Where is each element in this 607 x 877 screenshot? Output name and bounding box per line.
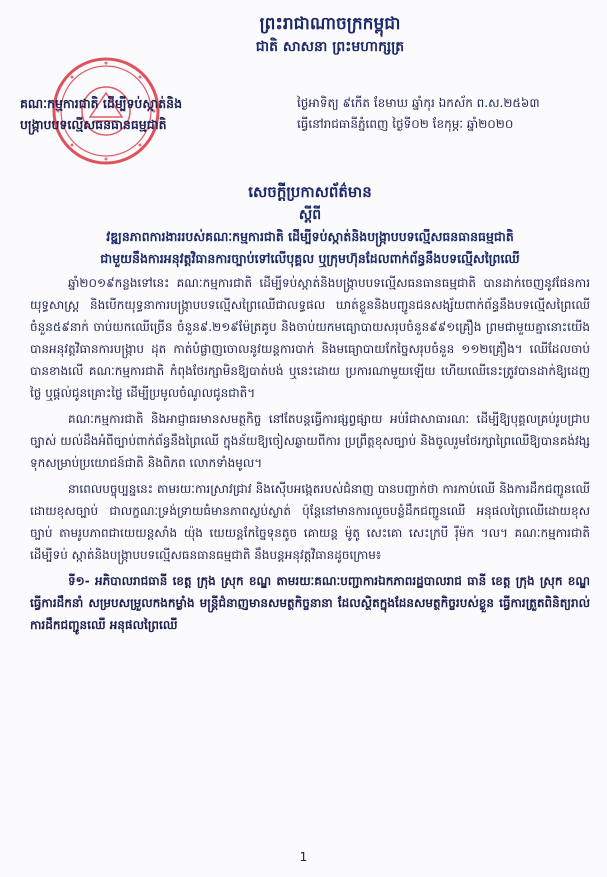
kingdom-title: ព្រះរាជាណាចក្រកម្ពុជា — [259, 14, 401, 34]
solar-date: ធ្វើនៅរាជធានីភ្នំពេញ ថ្ងៃទី០២ ខែកុម្ភៈ ឆ្នាំ២០២០ — [297, 117, 514, 131]
document-heading — [30, 180, 590, 270]
page-number: 1 — [299, 850, 308, 864]
paragraph-3: នាពេលបច្ចុប្បន្ននេះ តាមរយៈការស្រាវជ្រាវ និងស៊ើបអង្កេតរបស់ជំនាញ បានបញ្ជាក់ថា ការកាប់ឈើ និងការដឹកជញ្ជូនឈើដោយខុសច្បាប់ ជាលក្ខណៈទ្រង់ទ្រាយធំមានភាពស្ងប់ស្ងាត់ ប៉ុន្តែនៅមានការលួចបន្លំដឹកជញ្ជូនឈើ អនុផលព្រៃឈើដោយខុសច្បាប់ តាមរូបភាពជាយេយន្តសាំង យ៉ុង យេយន្តកែច្នៃទុនតូច គោយន្ត ម៉ូតូ សេះគោ សេះក្របី រ៉ឺម៉ក ។ល។ គណៈកម្មការជាតិ ដើម្បីទប់ ស្កាត់និងបង្ក្រាបបទល្មើសធនធានធម្មជាតិ នឹងបន្តអនុវត្តវិធានដូចក្រោម៖ — [30, 482, 590, 562]
date-block — [297, 93, 597, 135]
issuer-line-2: បង្ក្រាបបទល្មើសធនធានធម្មជាតិ — [20, 117, 167, 132]
document-description-2: ជាមួយនឹងការអនុវត្តវិធានការច្បាប់ទៅលើបុគ្គល ឬក្រុមហ៊ុនដែលពាក់ព័ន្ធនឹងបទល្មើសព្រៃឈើ — [100, 251, 520, 266]
document-title: សេចក្តីប្រកាសព័ត៌មាន — [248, 183, 372, 201]
document-description-1: វឌ្ឍនភាពការងាររបស់គណៈកម្មការជាតិ ដើម្បីទប់ស្កាត់និងបង្ក្រាបបទល្មើសធនធានធម្មជាតិ — [106, 229, 514, 244]
issuer-line-1: គណៈកម្មការជាតិ ដើម្បីទប់ស្កាត់និង — [20, 96, 183, 111]
paragraph-2: គណៈកម្មការជាតិ និងអាជ្ញាធរមានសមត្ថកិច្ច នៅតែបន្តធ្វើការផ្សព្វផ្សាយ អប់រំជាសាធារណៈ ដើម្បីឱ្យបុគ្គលគ្រប់រូបជ្រាបច្បាស់ យល់ដឹងអំពីច្បាប់ពាក់ព័ន្ធនឹងព្រៃឈើ ក្នុងន័យឱ្យចៀសឆ្ងាយពីការ ប្រព្រឹត្តខុសច្បាប់ និងចូលរួមថែរក្សាព្រៃឈើឱ្យបានគង់វង្ស ទុកសម្រាប់ប្រយោជន៍ជាតិ និងពិភព លោកទាំងមូល។ — [30, 412, 590, 470]
national-motto: ជាតិ សាសនា ព្រះមហាក្សត្រ — [255, 39, 405, 55]
article-1: ទី១- អភិបាលរាជធានី ខេត្ត ក្រុង ស្រុក ខណ្ឌ តាមរយៈគណៈបញ្ជាការឯកភាពរដ្ឋបាលរាជ ធានី ខេត្ត ក្រុង ស្រុក ខណ្ឌ ធ្វើការដឹកនាំ សម្របសម្រួលកងកម្លាំង មន្ត្រីជំនាញមានសមត្ថកិច្ចនានា ដែលស្ថិតក្នុងដែនសមត្ថកិច្ចរបស់ខ្លួន ធ្វើការត្រួតពិនិត្យរាល់ការដឹកជញ្ជូនឈើ អនុផលព្រៃឈើ — [30, 574, 590, 632]
issuing-authority — [20, 93, 250, 135]
document-body — [30, 272, 590, 640]
document-about: ស្តីពី — [298, 207, 322, 223]
lunar-date: ថ្ងៃអាទិត្យ ៩កើត ខែមាឃ ឆ្នាំកុរ ឯកស័ក ព.ស.២៥៦៣ — [297, 96, 540, 110]
national-header — [170, 12, 490, 58]
paragraph-1: ឆ្នាំ២០១៩កន្លងទៅនេះ គណៈកម្មការជាតិ ដើម្បីទប់ស្កាត់និងបង្ក្រាបបទល្មើសធនធានធម្មជាតិ បានដាក់ចេញនូវផែនការ យុទ្ធសាស្ត្រ និងបើកយុទ្ធនាការបង្ក្រាបបទល្មើសព្រៃឈើជាលទ្ធផល ឃាត់ខ្លួននិងបញ្ជូនជនសង្ស័យពាក់ព័ន្ធនឹងបទល្មើសព្រៃឈើចំនួន៥៩នាក់ ចាប់យកឈើច្រើន ចំនួន៩.២១៩ម៉ែត្រគូប និងចាប់យកមធ្យោបាយសរុបចំនួន៩៩១គ្រឿង ព្រមជាមួយគ្នានោះយើង បានអនុវត្តវិធានការបង្ក្រាប ដុត កាត់បំផ្លាញចោលនូវយន្តការបាក់ និងមធ្យោបាយកែច្នៃសរុបចំនួន ១១២គ្រឿង។ ឈើដែលចាប់បានខាងលើ គណៈកម្មការជាតិ កំពុងថែរក្សាមិនឱ្យបាត់បង់ ឬនេះដោយ ប្រការណាមួយឡើយ ហើយឈើនេះត្រូវបានដាក់ឱ្យដេញថ្លៃ ឬផ្តល់ជូនគ្រោះថ្លៃ ដើម្បីប្រមូលចំណូលជូនជាតិ។ — [30, 276, 590, 400]
